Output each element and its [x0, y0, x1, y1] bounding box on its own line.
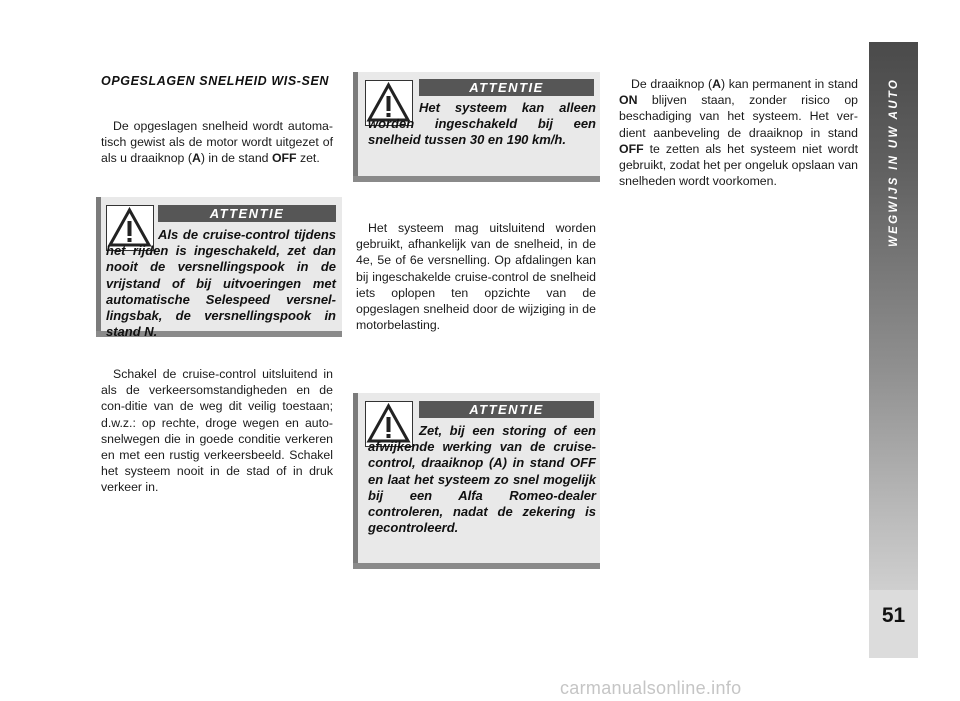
- paragraph-text: Schakel de cruise-control uitsluitend in als de verkeersomstandigheden en de con-ditie van de weg dit veilig toestaan; d.w.z.: op rechte, droge wegen en auto-snelwegen die in goede conditie verkeren en met een rustig verkeersbeeld. Schakel het systeem nooit in de stad of in druk verkeer in.: [101, 367, 333, 495]
- warning-stripe: [353, 72, 358, 182]
- warning-bottom-bar: [353, 563, 600, 569]
- warning-box-speed-range: [353, 72, 600, 182]
- warning-text: Als de cruise-control tijdens het rijden is ingeschakeld, zet dan nooit de versnellingspook in de vrijstand of bij uitvoeringen met automatische Selespeed versnel-lingsbak, de versnellingspook in stand N.: [106, 227, 336, 340]
- section-heading: OPGESLAGEN SNELHEID WIS-SEN: [101, 74, 330, 88]
- watermark: carmanualsonline.info: [560, 678, 742, 698]
- paragraph-text: Het systeem mag uitsluitend worden gebruikt, afhankelijk van de snelheid, in de 4e, 5e of 6e versnelling. Op afdalingen kan bij ingeschakelde cruise-control de snelheid iets oplopen ten opzichte van de opgeslagen snelheid door de wijziging in de motorbelasting.: [356, 221, 596, 333]
- paragraph-text: De draaiknop (A) kan permanent in stand ON blijven staan, zonder risico op beschadiging van het systeem. Het ver-dient aanbeveling de draaiknop in stand OFF te zetten als het systeem niet wordt gebruikt, zodat het per ongeluk opslaan van snelheden wordt voorkomen.: [619, 77, 859, 189]
- page-number: 51: [881, 604, 906, 627]
- paragraph-gear-usage: [356, 220, 596, 333]
- warning-text: Het systeem kan alleen worden ingeschakeld bij een snelheid tussen 30 en 190 km/h.: [368, 100, 596, 148]
- paragraph-usage-conditions: [101, 366, 333, 496]
- warning-label: ATTENTIE: [158, 205, 336, 222]
- warning-bottom-bar: [353, 176, 600, 182]
- warning-label: ATTENTIE: [419, 401, 594, 418]
- warning-box-malfunction: [353, 393, 600, 569]
- warning-text: Zet, bij een storing of een afwijkende werking van de cruise-control, draaiknop (A) in stand OFF en laat het systeem zo snel mogelijk bij een Alfa Romeo-dealer controleren, nadat de zekering is gecontroleerd.: [368, 423, 596, 536]
- warning-label: ATTENTIE: [419, 79, 594, 96]
- warning-stripe: [96, 197, 101, 337]
- paragraph-speed-cleared: [101, 118, 333, 167]
- paragraph-text: De opgeslagen snelheid wordt automa-tisch gewist als de motor wordt uitgezet of als u draaiknop (A) in de stand OFF zet.: [101, 119, 333, 166]
- warning-box-gear: [96, 197, 342, 340]
- chapter-title: WEGWIJS IN UW AUTO: [888, 78, 900, 248]
- warning-stripe: [353, 393, 358, 569]
- paragraph-knob-position: [619, 76, 858, 189]
